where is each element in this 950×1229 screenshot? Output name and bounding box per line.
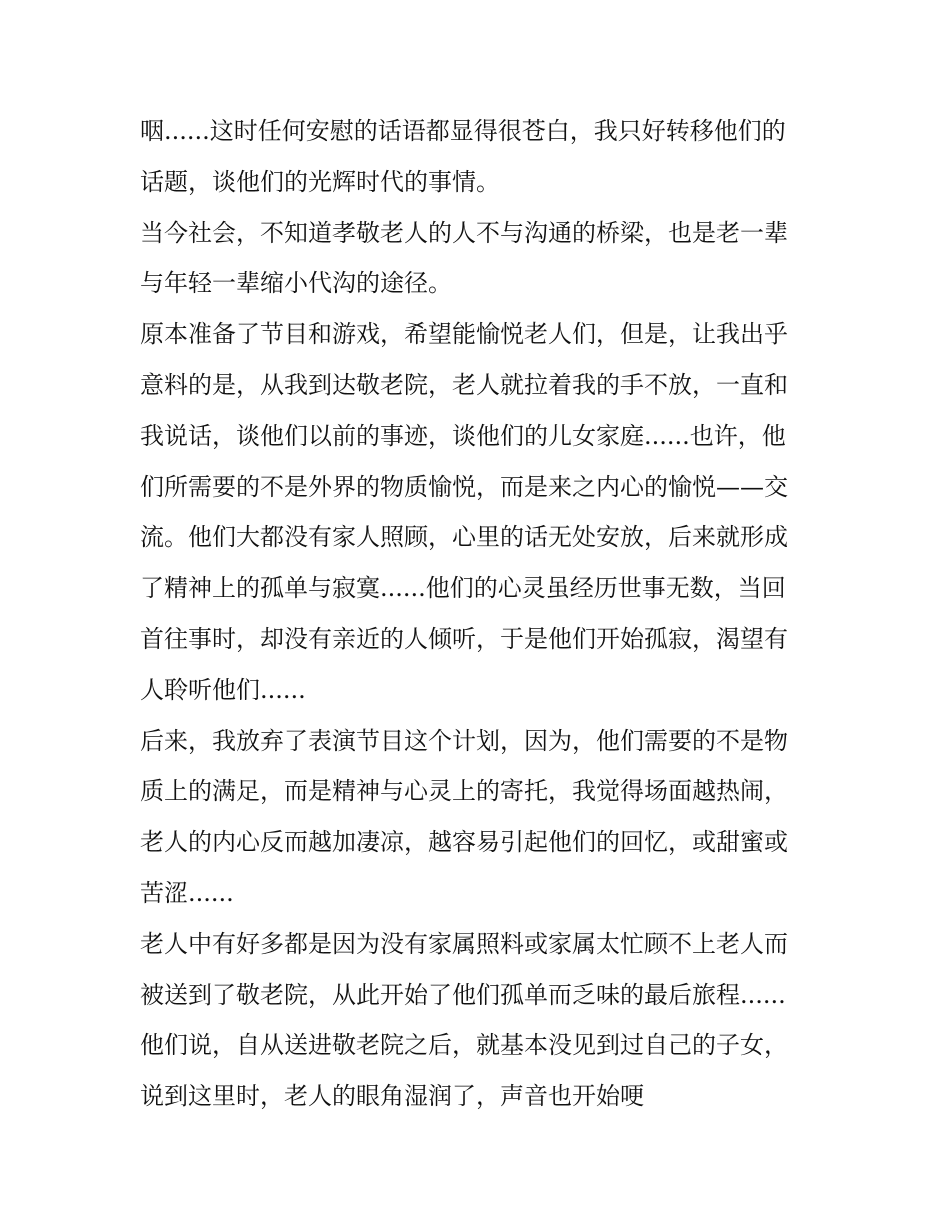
text-line: 质上的满足，而是精神与心灵上的寄托，我觉得场面越热闹， [140, 777, 788, 806]
text-line: 老人中有好多都是因为没有家属照料或家属太忙顾不上老人而 [140, 929, 788, 958]
text-line: 当今社会，不知道孝敬老人的人不与沟通的桥梁，也是老一辈 [140, 218, 788, 247]
text-line: 原本准备了节目和游戏，希望能愉悦老人们，但是，让我出乎 [140, 320, 788, 349]
text-line: 苦涩...... [140, 878, 234, 907]
text-line: 话题，谈他们的光辉时代的事情。 [140, 167, 500, 196]
text-line: 咽......这时任何安慰的话语都显得很苍白，我只好转移他们的 [140, 117, 786, 145]
text-line: 他们说，自从送进敬老院之后，就基本没见到过自己的子女， [140, 1031, 788, 1060]
text-line: 我说话，谈他们以前的事迹，谈他们的儿女家庭......也许，他 [140, 421, 786, 450]
text-line: 们所需要的不是外界的物质愉悦，而是来之内心的愉悦——交 [140, 472, 788, 501]
text-line: 流。他们大都没有家人照顾，心里的话无处安放，后来就形成 [140, 523, 788, 552]
text-line: 被送到了敬老院，从此开始了他们孤单而乏味的最后旅程...... [140, 980, 786, 1009]
text-line: 说到这里时，老人的眼角湿润了，声音也开始哽 [140, 1082, 644, 1111]
text-line: 意料的是，从我到达敬老院，老人就拉着我的手不放，一直和 [140, 370, 788, 399]
text-line: 首往事时，却没有亲近的人倾听，于是他们开始孤寂，渴望有 [140, 624, 788, 653]
document-body [140, 106, 820, 1122]
text-line: 老人的内心反而越加凄凉，越容易引起他们的回忆，或甜蜜或 [140, 828, 788, 857]
text-line: 了精神上的孤单与寂寞......他们的心灵虽经历世事无数，当回 [140, 574, 786, 603]
text-line: 后来，我放弃了表演节目这个计划，因为，他们需要的不是物 [140, 726, 788, 755]
text-line: 人聆听他们...... [140, 675, 306, 704]
text-line: 与年轻一辈缩小代沟的途径。 [140, 269, 452, 298]
